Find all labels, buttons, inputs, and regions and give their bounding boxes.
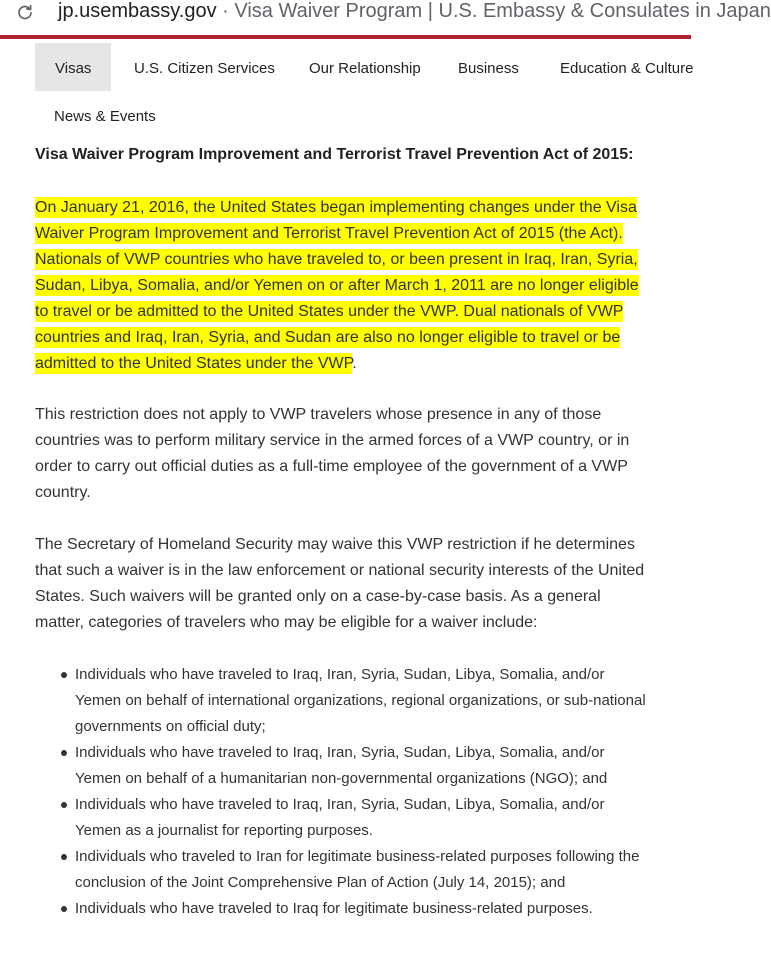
paragraph-waiver: [35, 532, 650, 636]
paragraph-text: This restriction does not apply to VWP travelers whose presence in any of those countries was to perform military service in the armed forces of a VWP country, or in order to carry out official duties as a full-time employee of the government of a VWP country.: [35, 406, 630, 501]
paragraph-vwp-changes: [35, 195, 650, 377]
paragraph-text: The Secretary of Homeland Security may waive this VWP restriction if he determines that such a waiver is in the law enforcement or national security interests of the United States. Such waivers will be granted only on a case-by-case basis. As a general matter, categories of travelers who may be eligible for a waiver include:: [35, 536, 645, 631]
list-item: Individuals who have traveled to Iraq for legitimate business-related purposes.: [35, 896, 650, 922]
waiver-categories-list: [35, 662, 650, 922]
nav-item-news-events[interactable]: News & Events: [54, 108, 156, 125]
url-domain: jp.usembassy.gov: [58, 0, 217, 22]
list-item: Individuals who have traveled to Iraq, Iran, Syria, Sudan, Libya, Somalia, and/or Yemen on behalf of a humanitarian non-governmental organizations (NGO); and: [35, 740, 650, 792]
paragraph-tail: .: [352, 355, 357, 372]
address-bar[interactable]: [0, 0, 771, 34]
nav-item-visas[interactable]: Visas: [35, 43, 111, 91]
reload-icon[interactable]: [16, 3, 34, 21]
paragraph-restriction-exemption: [35, 402, 650, 506]
list-item: Individuals who have traveled to Iraq, Iran, Syria, Sudan, Libya, Somalia, and/or Yemen as a journalist for reporting purposes.: [35, 792, 650, 844]
url-page-title: · Visa Waiver Program | U.S. Embassy & Consulates in Japan: [216, 0, 771, 22]
article-heading: Visa Waiver Program Improvement and Terrorist Travel Prevention Act of 2015:: [35, 146, 634, 163]
list-item: Individuals who have traveled to Iraq, Iran, Syria, Sudan, Libya, Somalia, and/or Yemen on behalf of international organizations, regional organizations, or sub-national governments on official duty;: [35, 662, 650, 740]
nav-item-business[interactable]: Business: [458, 60, 519, 77]
nav-item-our-relationship[interactable]: Our Relationship: [309, 60, 421, 77]
highlighted-text: On January 21, 2016, the United States began implementing changes under the Visa Waiver Program Improvement and Terrorist Travel Prevention Act of 2015 (the Act). Nationals of VWP countries who have traveled to, or been present in Iraq, Iran, Syria, Sudan, Libya, Somalia, and/or Yemen on or after March 1, 2011 are no longer eligible to travel or be admitted to the United States under the VWP. Dual nationals of VWP countries and Iraq, Iran, Syria, and Sudan are also no longer eligible to travel or be admitted to the United States under the VWP: [35, 199, 639, 372]
main-nav: [0, 39, 694, 135]
url-text[interactable]: [58, 0, 771, 24]
nav-item-us-citizen-services[interactable]: U.S. Citizen Services: [134, 60, 275, 77]
nav-item-education-culture[interactable]: Education & Culture: [560, 60, 694, 77]
list-item: Individuals who traveled to Iran for legitimate business-related purposes following the conclusion of the Joint Comprehensive Plan of Action (July 14, 2015); and: [35, 844, 650, 896]
